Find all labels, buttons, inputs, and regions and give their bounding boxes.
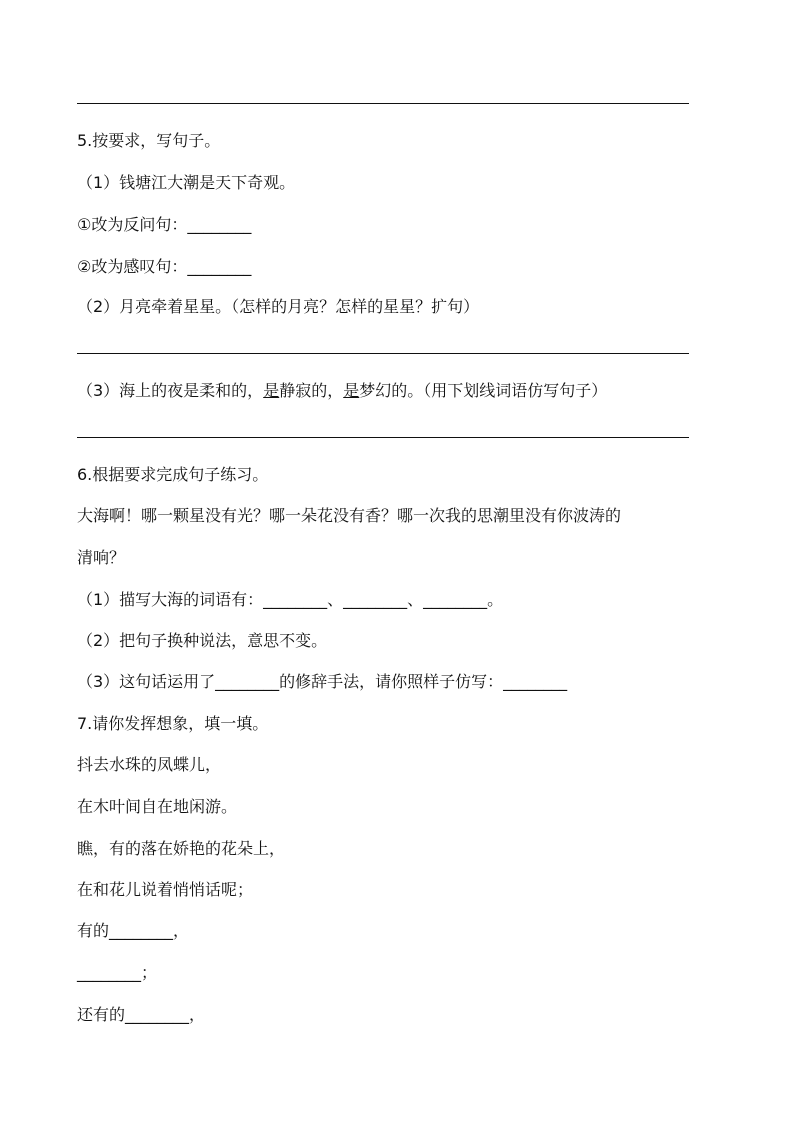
poem-line: 瞧，有的落在娇艳的花朵上，: [77, 839, 286, 858]
answer-line-q5-2: [77, 353, 689, 354]
q5-item3-underlined-2: 是: [343, 381, 360, 400]
question-5-item-1-exclamatory: ②改为感叹句：________: [77, 257, 252, 276]
question-7-title: 7.请你发挥想象，填一填。: [77, 714, 269, 733]
q5-item3-part5: 梦幻的。（用下划线词语仿写句子）: [359, 381, 608, 400]
question-5-title: 5.按要求，写句子。: [77, 131, 221, 150]
question-6-title: 6.根据要求完成句子练习。: [77, 465, 269, 484]
question-6-passage-line-2: 清响？: [77, 548, 126, 567]
q5-item3-part1: （3）海上的夜是柔和的，: [77, 381, 264, 400]
question-6-item-3: （3）这句话运用了________的修辞手法，请你照样子仿写：________: [77, 672, 568, 691]
q5-item3-part3: 静寂的，: [279, 381, 344, 400]
question-6-passage-line-1: 大海啊！哪一颗星没有光？哪一朵花没有香？哪一次我的思潮里没有你波涛的: [77, 506, 622, 525]
question-5-item-1-rhetorical: ①改为反问句：________: [77, 215, 252, 234]
poem-line: 在和花儿说着悄悄话呢；: [77, 880, 254, 899]
question-6-item-2: （2）把句子换种说法，意思不变。: [77, 631, 328, 650]
question-5-item-1: （1）钱塘江大潮是天下奇观。: [77, 173, 296, 192]
q5-item3-underlined-1: 是: [263, 381, 280, 400]
poem-line: ________；: [77, 963, 158, 982]
question-6-item-1: （1）描写大海的词语有：________、________、________。: [77, 590, 504, 609]
question-5-item-2: （2）月亮牵着星星。（怎样的月亮？怎样的星星？扩句）: [77, 297, 480, 316]
poem-line: 还有的________，: [77, 1005, 206, 1024]
answer-line-top: [77, 103, 689, 104]
poem-line: 在木叶间自在地闲游。: [77, 797, 238, 816]
poem-line: 抖去水珠的凤蝶儿，: [77, 755, 222, 774]
question-5-item-3: [77, 380, 607, 402]
answer-line-q5-3: [77, 437, 689, 438]
poem-line: 有的________，: [77, 921, 190, 940]
